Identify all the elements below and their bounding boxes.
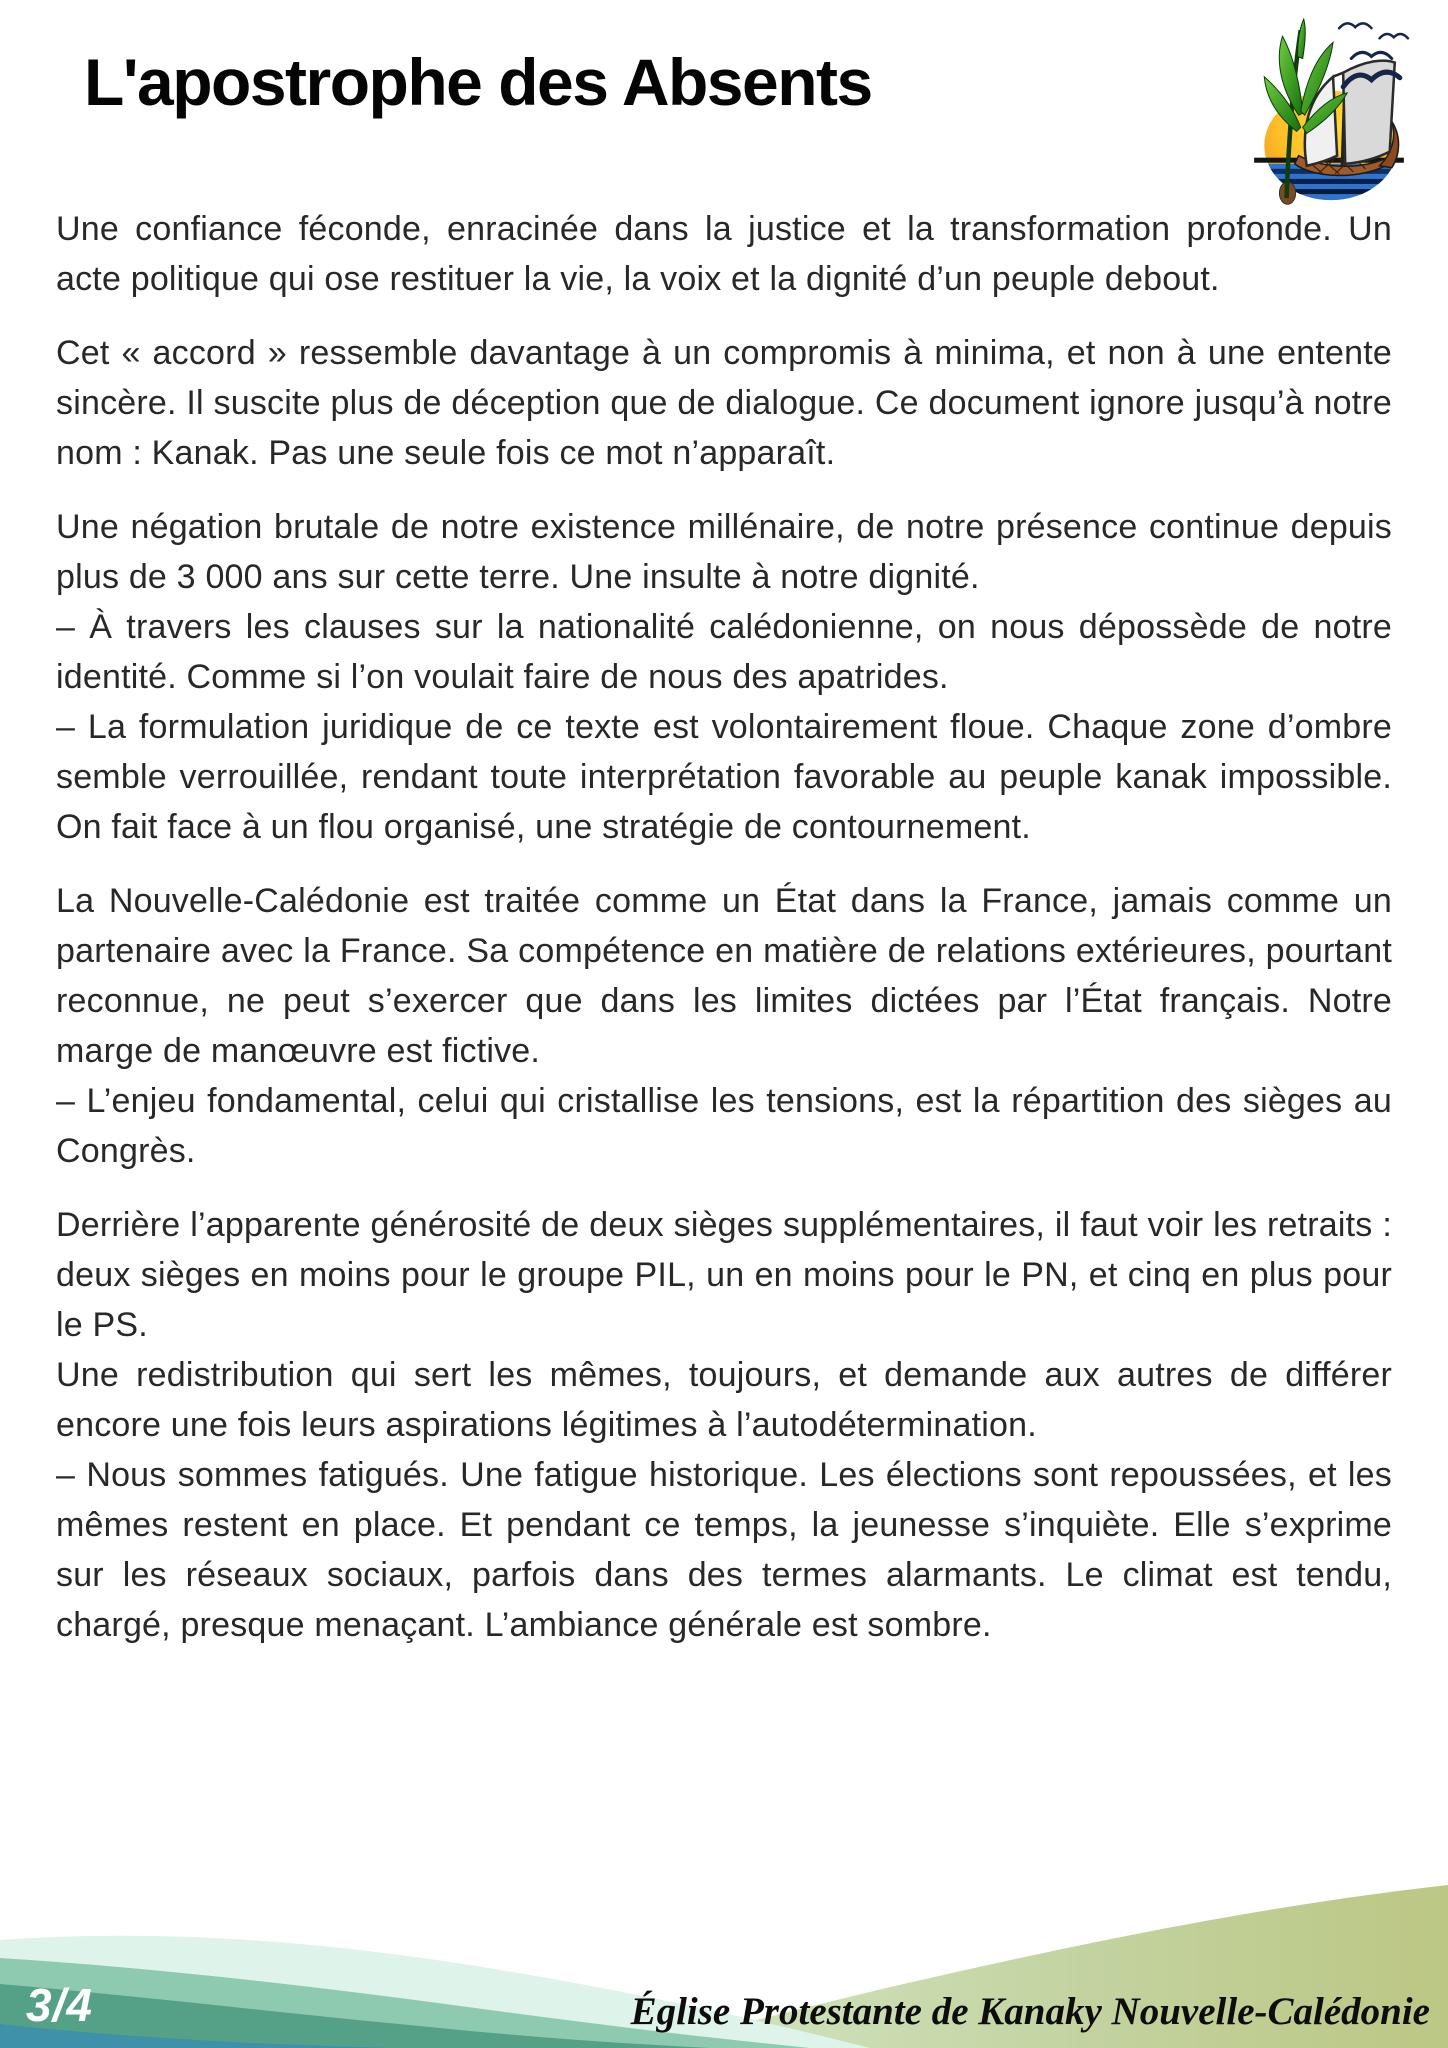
document-body (0, 176, 1448, 1650)
paragraph: – La formulation juridique de ce texte est volontairement floue. Chaque zone d’ombre semble verrouillée, rendant toute interprétation favorable au peuple kanak impossible. On fait face à un flou organisé, une stratégie de contournement. (56, 708, 1392, 846)
footer-signature: Église Protestante de Kanaky Nouvelle-Calédonie (630, 1990, 1430, 2033)
paragraph: – À travers les clauses sur la nationalité calédonienne, on nous dépossède de notre identité. Comme si l’on voulait faire de nous des apatrides. (56, 608, 1392, 696)
paragraph: Derrière l’apparente générosité de deux sièges supplémentaires, il faut voir les retraits : deux sièges en moins pour le groupe PIL, un en moins pour le PN, et cinq en plus pour le PS. (56, 1206, 1392, 1344)
page-number: 3/4 (26, 1979, 93, 2031)
birds-shape (1339, 23, 1408, 86)
paragraph: Une confiance féconde, enracinée dans la justice et la transformation profonde. Un acte politique qui ose restituer la vie, la voix et la dignité d’un peuple debout. (56, 210, 1392, 298)
paragraph: Une redistribution qui sert les mêmes, toujours, et demande aux autres de différer encore une fois leurs aspirations légitimes à l’autodétermination. (56, 1356, 1392, 1444)
paragraph: Cet « accord » ressemble davantage à un compromis à minima, et non à une entente sincère. Il suscite plus de déception que de dialogue. Ce document ignore jusqu’à notre nom : Kanak. Pas une seule fois ce mot n’apparaît. (56, 334, 1392, 472)
paragraph: La Nouvelle-Calédonie est traitée comme un État dans la France, jamais comme un partenaire avec la France. Sa compétence en matière de relations extérieures, pourtant reconnue, ne peut s’exercer que dans les limites dictées par l’État français. Notre marge de manœuvre est fictive. (56, 882, 1392, 1070)
header (0, 0, 1448, 176)
paragraph: Une négation brutale de notre existence millénaire, de notre présence continue depuis plus de 3 000 ans sur cette terre. Une insulte à notre dignité. (56, 508, 1392, 596)
page-title: L'apostrophe des Absents (84, 45, 872, 119)
paragraph: – L’enjeu fondamental, celui qui cristallise les tensions, est la répartition des sièges au Congrès. (56, 1082, 1392, 1170)
paragraph: – Nous sommes fatigués. Une fatigue historique. Les élections sont repoussées, et les mêmes restent en place. Et pendant ce temps, la jeunesse s’inquiète. Elle s’exprime sur les réseaux sociaux, parfois dans des termes alarmants. Le climat est tendu, chargé, presque menaçant. L’ambiance générale est sombre. (56, 1456, 1392, 1644)
